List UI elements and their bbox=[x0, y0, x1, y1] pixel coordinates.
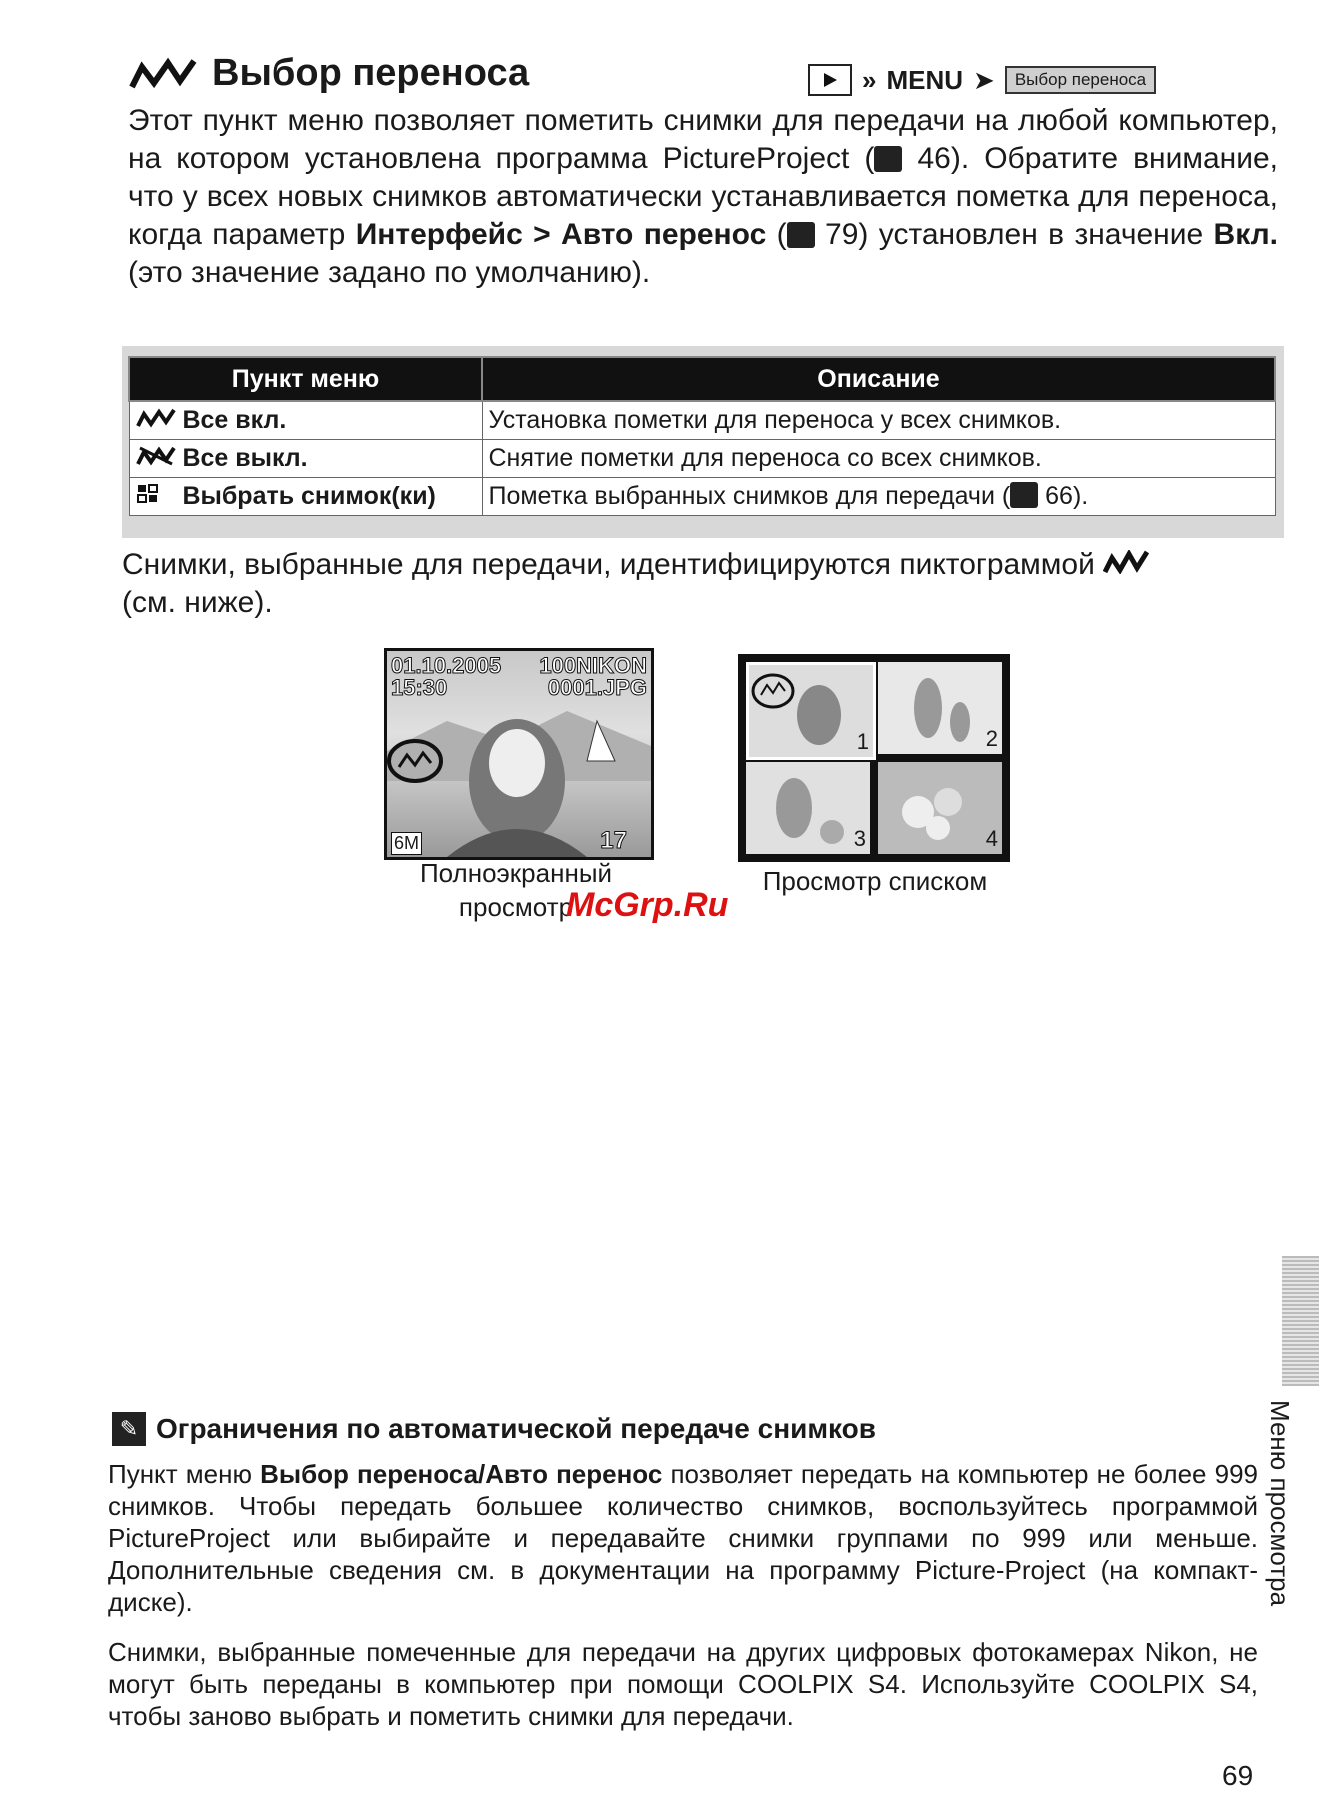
pencil-icon: ✎ bbox=[112, 1412, 146, 1446]
watermark: McGrp.Ru bbox=[566, 886, 729, 924]
table-header: Описание bbox=[482, 357, 1275, 401]
note-text: Пункт меню bbox=[108, 1459, 261, 1489]
note-paragraph: Снимки, выбранные помеченные для передачи на других цифровых фотокамерах Nikon, не могут быть переданы в компьютер при помощи COOLPIX S4. Используйте COOLPIX S4, чтобы заново выбрать и пометить снимки для передачи. bbox=[108, 1637, 1258, 1731]
arrow-icon: ➤ bbox=[973, 64, 995, 95]
table-cell bbox=[129, 478, 482, 516]
page-ref-icon bbox=[1010, 482, 1038, 508]
thumbnail-number: 4 bbox=[985, 826, 998, 851]
item-label: Все выкл. bbox=[182, 444, 308, 472]
breadcrumb-tag: Выбор переноса bbox=[1005, 66, 1156, 94]
page-number: 69 bbox=[1222, 1760, 1254, 1791]
page-ref-icon bbox=[874, 146, 902, 172]
thumbnail-picture bbox=[746, 762, 870, 854]
section-title bbox=[128, 52, 529, 95]
play-button-icon bbox=[808, 64, 852, 96]
transfer-icon bbox=[136, 408, 176, 428]
note-paragraph bbox=[108, 1458, 1258, 1618]
explanation-text: Снимки, выбранные для передачи, идентифицируются пиктограммой bbox=[122, 548, 1095, 581]
thumbnail-playback-image bbox=[738, 654, 1010, 862]
transfer-icon bbox=[128, 57, 198, 91]
page-ref-icon bbox=[787, 222, 815, 248]
note-text: позволяет передать на компьютер не более 999 снимков. Чтобы передать большее количество снимков, воспользуйтесь программой PictureProject или выбирайте и передавайте снимки группами по 999 или меньше. Дополнительные сведения см. в документации на программу Picture-Project (на компакт-диске). bbox=[108, 1459, 1259, 1617]
item-label: Выбрать снимок(ки) bbox=[182, 482, 436, 510]
file-label: 0001.JPG bbox=[547, 675, 647, 700]
table-row bbox=[129, 478, 1275, 516]
thumbnail-picture bbox=[878, 662, 1002, 754]
menu-table bbox=[128, 356, 1276, 516]
explanation-text: (см. ниже). bbox=[122, 586, 273, 619]
table-cell bbox=[129, 401, 482, 440]
item-label: Все вкл. bbox=[182, 406, 287, 434]
arrow-icon: » bbox=[862, 64, 877, 95]
transfer-icon bbox=[1103, 550, 1149, 574]
note-title-text: Ограничения по автоматической передаче снимков bbox=[156, 1413, 877, 1444]
note-bold: Выбор переноса/Авто перенос bbox=[260, 1459, 663, 1489]
intro-text: ( bbox=[766, 218, 787, 251]
section-title-text: Выбор переноса bbox=[212, 52, 530, 94]
thumbnail-picture bbox=[749, 665, 873, 757]
table-cell bbox=[482, 478, 1275, 516]
thumbnail bbox=[878, 662, 1002, 754]
thumbnail bbox=[878, 762, 1002, 854]
intro-bold: Вкл. bbox=[1213, 218, 1278, 251]
intro-text: (это значение задано по умолчанию). bbox=[128, 256, 651, 289]
cell-text: 66). bbox=[1045, 482, 1089, 510]
thumbnail-caption: Просмотр списком bbox=[762, 866, 988, 896]
thumbnail-number: 1 bbox=[856, 729, 869, 754]
table-row bbox=[129, 401, 1275, 440]
intro-text: 79) установлен в значение bbox=[825, 218, 1214, 251]
menu-label: MENU bbox=[886, 64, 964, 95]
thumbnail bbox=[746, 662, 876, 760]
side-label: Меню просмотра bbox=[1265, 1400, 1295, 1607]
thumbnail-number: 3 bbox=[853, 826, 866, 851]
cell-text: Пометка выбранных снимков для передачи ( bbox=[488, 482, 1011, 510]
frame-count: 17 bbox=[600, 827, 627, 854]
side-tab bbox=[1282, 1256, 1319, 1386]
table-cell: Установка пометки для переноса у всех снимков. bbox=[482, 401, 1275, 440]
thumbnail-number: 2 bbox=[985, 726, 998, 751]
intro-bold: Интерфейс > Авто перенос bbox=[355, 218, 767, 251]
transfer-off-icon bbox=[136, 446, 176, 466]
intro-text: 46). Обратите внимание, что у всех новых снимков автоматически устанавливается пометка для переноса, когда параметр bbox=[128, 142, 1278, 251]
date-time-overlay bbox=[391, 655, 501, 699]
file-overlay bbox=[539, 655, 647, 699]
table-cell bbox=[129, 440, 482, 478]
fullscreen-playback-image bbox=[384, 648, 654, 860]
intro-paragraph bbox=[128, 102, 1278, 292]
image-size-badge: 6M bbox=[391, 832, 422, 855]
folder-label: 100NIKON bbox=[539, 653, 647, 678]
table-row bbox=[129, 440, 1275, 478]
thumbnail bbox=[746, 762, 870, 854]
date-label: 01.10.2005 bbox=[391, 653, 502, 678]
breadcrumb bbox=[808, 64, 1156, 96]
intro-text: Этот пункт меню позволяет пометить снимки для передачи на любой компьютер, на котором установлена программа PictureProject ( bbox=[128, 104, 1278, 175]
icon-explanation bbox=[122, 546, 1282, 622]
time-label: 15:30 bbox=[391, 675, 448, 700]
note-title bbox=[112, 1412, 876, 1446]
thumbnail-picture bbox=[878, 762, 1002, 854]
caption-line: Полноэкранный bbox=[419, 858, 613, 888]
thumbnails-icon bbox=[136, 484, 176, 504]
table-cell: Снятие пометки для переноса со всех снимков. bbox=[482, 440, 1275, 478]
caption-line: просмотр bbox=[458, 892, 574, 922]
table-header: Пункт меню bbox=[129, 357, 482, 401]
